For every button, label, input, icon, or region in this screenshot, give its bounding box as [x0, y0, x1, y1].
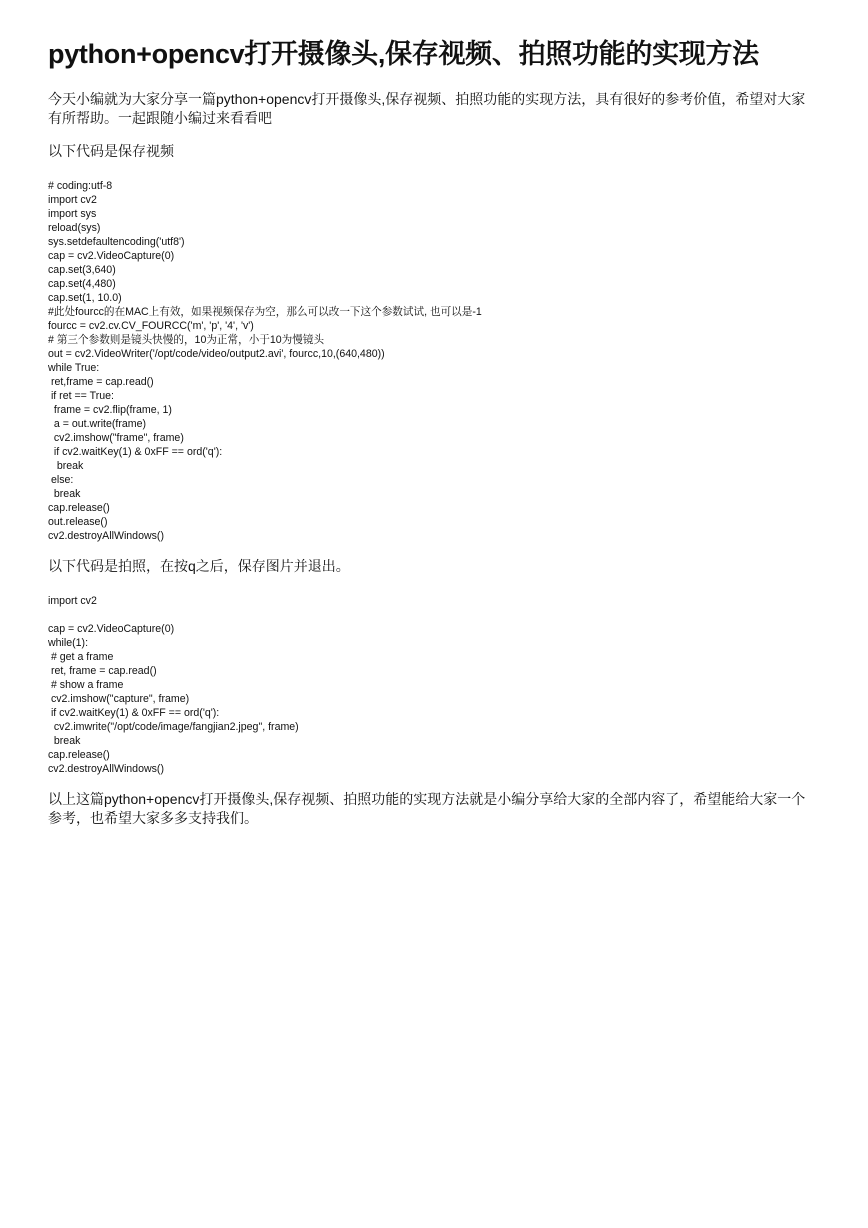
code-line: out = cv2.VideoWriter('/opt/code/video/output2.avi', fourcc,10,(640,480))	[48, 348, 385, 360]
code-line: import sys	[48, 208, 97, 220]
intro-paragraph: 今天小编就为大家分享一篇python+opencv打开摄像头,保存视频、拍照功能的实现方法，具有很好的参考价值，希望对大家有所帮助。一起跟随小编过来看看吧	[48, 91, 806, 126]
code-line: out.release()	[48, 516, 108, 528]
code-line: sys.setdefaultencoding('utf8')	[48, 236, 185, 248]
code-line: # get a frame	[48, 651, 114, 663]
code-line: cap.set(3,640)	[48, 264, 116, 276]
code-line: cap.set(4,480)	[48, 278, 116, 290]
code-block-save-video	[48, 179, 818, 543]
page-title: python+opencv打开摄像头,保存视频、拍照功能的实现方法	[48, 39, 759, 69]
code-line: cap.set(1, 10.0)	[48, 292, 122, 304]
code-line: cv2.destroyAllWindows()	[48, 763, 164, 775]
code-line: frame = cv2.flip(frame, 1)	[48, 404, 172, 416]
code-line: while True:	[48, 362, 100, 374]
code-line: cv2.imshow("capture", frame)	[48, 693, 190, 705]
code-line: cv2.imshow("frame", frame)	[48, 432, 184, 444]
code-line: break	[48, 488, 81, 500]
section-label-photo: 以下代码是拍照，在按q之后，保存图片并退出。	[48, 558, 350, 574]
code-line: if cv2.waitKey(1) & 0xFF == ord('q'):	[48, 707, 220, 719]
code-line: #此处fourcc的在MAC上有效，如果视频保存为空，那么可以改一下这个参数试试, 也可以是-1	[48, 306, 482, 318]
code-line: else:	[48, 474, 74, 486]
document-page	[48, 36, 818, 828]
code-line: reload(sys)	[48, 222, 101, 234]
code-line: # coding:utf-8	[48, 180, 113, 192]
code-line: cap.release()	[48, 749, 110, 761]
code-line: if cv2.waitKey(1) & 0xFF == ord('q'):	[48, 446, 223, 458]
code-line: if ret == True:	[48, 390, 114, 402]
outro-paragraph: 以上这篇python+opencv打开摄像头,保存视频、拍照功能的实现方法就是小编分享给大家的全部内容了，希望能给大家一个参考，也希望大家多多支持我们。	[48, 791, 806, 826]
code-line: # show a frame	[48, 679, 124, 691]
code-line	[48, 608, 818, 622]
code-line: fourcc = cv2.cv.CV_FOURCC('m', 'p', '4', 'v')	[48, 320, 254, 332]
code-line: break	[48, 735, 81, 747]
code-line: ret, frame = cap.read()	[48, 665, 157, 677]
code-line: while(1):	[48, 637, 89, 649]
code-line: cap = cv2.VideoCapture(0)	[48, 623, 175, 635]
section-label-video: 以下代码是保存视频	[48, 143, 174, 159]
code-line: cv2.imwrite("/opt/code/image/fangjian2.jpeg", frame)	[48, 721, 299, 733]
code-line: # 第三个参数则是镜头快慢的，10为正常，小于10为慢镜头	[48, 334, 325, 346]
code-block-take-photo	[48, 594, 818, 776]
code-line: cap.release()	[48, 502, 110, 514]
code-line: a = out.write(frame)	[48, 418, 147, 430]
code-line: cv2.destroyAllWindows()	[48, 530, 164, 542]
code-line: ret,frame = cap.read()	[48, 376, 154, 388]
code-line: break	[48, 460, 84, 472]
code-line: import cv2	[48, 194, 97, 206]
code-line: cap = cv2.VideoCapture(0)	[48, 250, 175, 262]
code-line: import cv2	[48, 595, 97, 607]
